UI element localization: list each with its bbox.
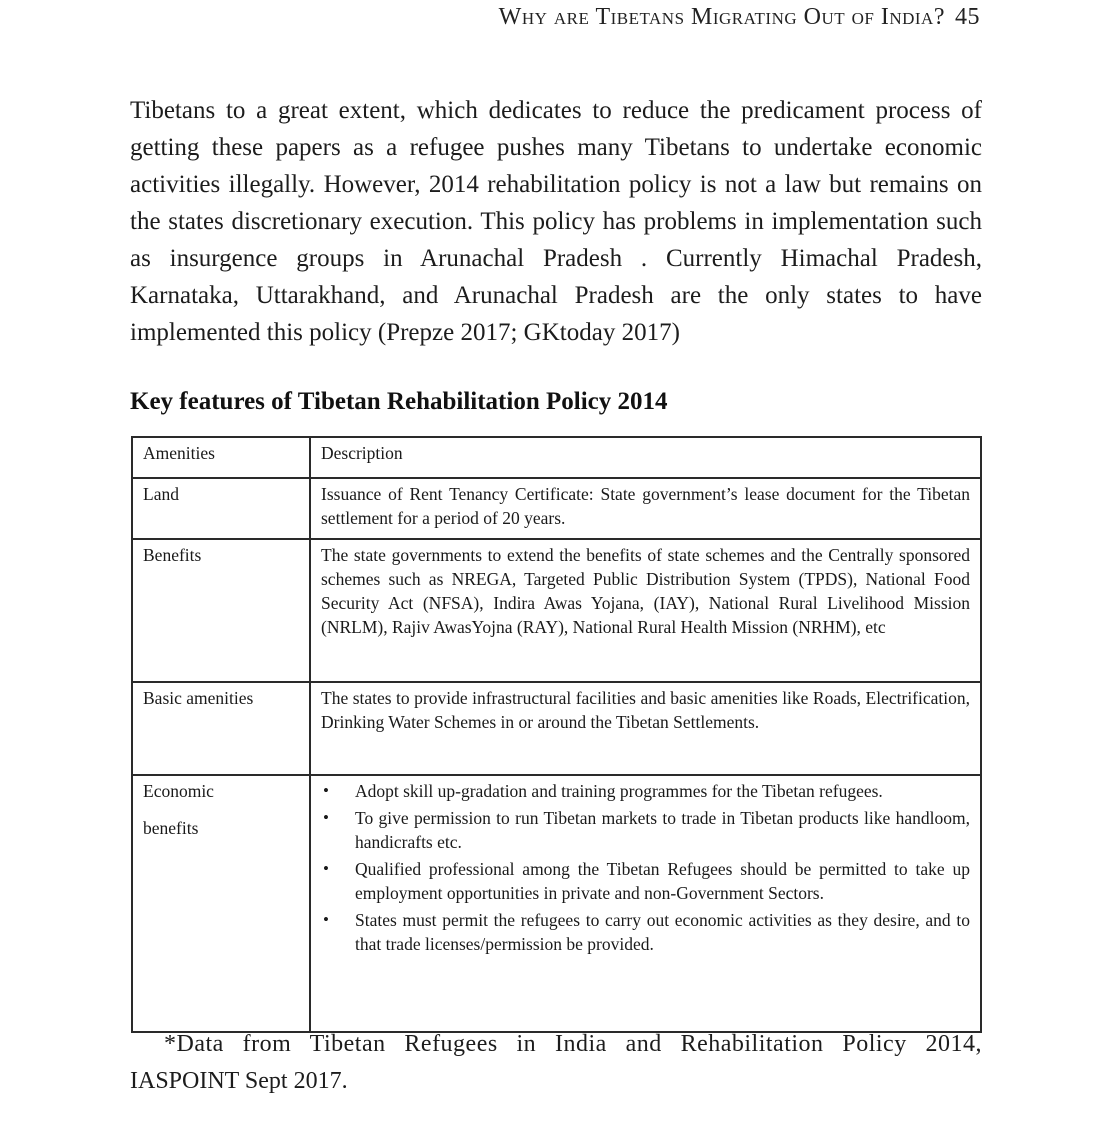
footnote-line1: *Data from Tibetan Refugees in India and Rehabilitation Policy 2014, bbox=[164, 1031, 982, 1057]
table-header-row bbox=[132, 437, 981, 478]
list-item-text: To give permission to run Tibetan markets to trade in Tibetan products like handloom, handicrafts etc. bbox=[355, 808, 970, 852]
amenity-economic bbox=[132, 775, 310, 1032]
list-item bbox=[323, 806, 970, 854]
list-item bbox=[323, 779, 970, 803]
list-item-text: Qualified professional among the Tibetan Refugees should be permitted to take up employment opportunities in private and non-Government Sectors. bbox=[355, 859, 970, 903]
running-header bbox=[499, 4, 980, 31]
header-amenities: Amenities bbox=[132, 437, 310, 478]
economic-benefits-list bbox=[321, 779, 970, 956]
description-benefits: The state governments to extend the benefits of state schemes and the Centrally sponsored schemes such as NREGA, Targeted Public Distribution System (TPDS), National Food Security Act (NFSA), Indira Awas Yojana, (IAY), National Rural Livelihood Mission (NRLM), Rajiv AwasYojna (RAY), National Rural Health Mission (NRHM), etc bbox=[310, 539, 981, 682]
table-row-land bbox=[132, 478, 981, 539]
bullet-icon: • bbox=[323, 910, 329, 929]
amenity-basic: Basic amenities bbox=[132, 682, 310, 775]
list-item bbox=[323, 908, 970, 956]
bullet-icon: • bbox=[323, 859, 329, 878]
list-item-text: States must permit the refugees to carry out economic activities as they desire, and to that trade licenses/permission be provided. bbox=[355, 910, 970, 954]
amenity-economic-line2: benefits bbox=[143, 818, 199, 838]
footnote bbox=[130, 1026, 982, 1100]
running-title: Why are Tibetans Migrating Out of India? bbox=[498, 4, 945, 30]
list-item-text: Adopt skill up-gradation and training programmes for the Tibetan refugees. bbox=[355, 781, 883, 801]
section-title: Key features of Tibetan Rehabilitation Policy 2014 bbox=[130, 388, 668, 415]
amenity-economic-line1: Economic bbox=[143, 781, 214, 801]
footnote-line2: IASPOINT Sept 2017. bbox=[130, 1068, 348, 1094]
description-land: Issuance of Rent Tenancy Certificate: State government’s lease document for the Tibetan settlement for a period of 20 years. bbox=[310, 478, 981, 539]
page-number: 45 bbox=[955, 4, 980, 30]
table-row-economic-benefits bbox=[132, 775, 981, 1032]
body-paragraph: Tibetans to a great extent, which dedicates to reduce the predicament process of getting these papers as a refugee pushes many Tibetans to undertake economic activities illegally. However, 2014 rehabilitation policy is not a law but remains on the states discretionary execution. This policy has problems in implementation such as insurgence groups in Arunachal Pradesh . Currently Himachal Pradesh, Karnataka, Uttarakhand, and Arunachal Pradesh are the only states to have implemented this policy (Prepze 2017; GKtoday 2017) bbox=[130, 97, 982, 346]
list-item bbox=[323, 857, 970, 905]
policy-features-table bbox=[131, 436, 982, 1033]
amenity-land: Land bbox=[132, 478, 310, 539]
amenity-benefits: Benefits bbox=[132, 539, 310, 682]
description-economic bbox=[310, 775, 981, 1032]
header-description: Description bbox=[310, 437, 981, 478]
bullet-icon: • bbox=[323, 808, 329, 827]
table-row-benefits bbox=[132, 539, 981, 682]
bullet-icon: • bbox=[323, 781, 329, 800]
description-basic: The states to provide infrastructural facilities and basic amenities like Roads, Electrification, Drinking Water Schemes in or around the Tibetan Settlements. bbox=[310, 682, 981, 775]
table-row-basic-amenities bbox=[132, 682, 981, 775]
